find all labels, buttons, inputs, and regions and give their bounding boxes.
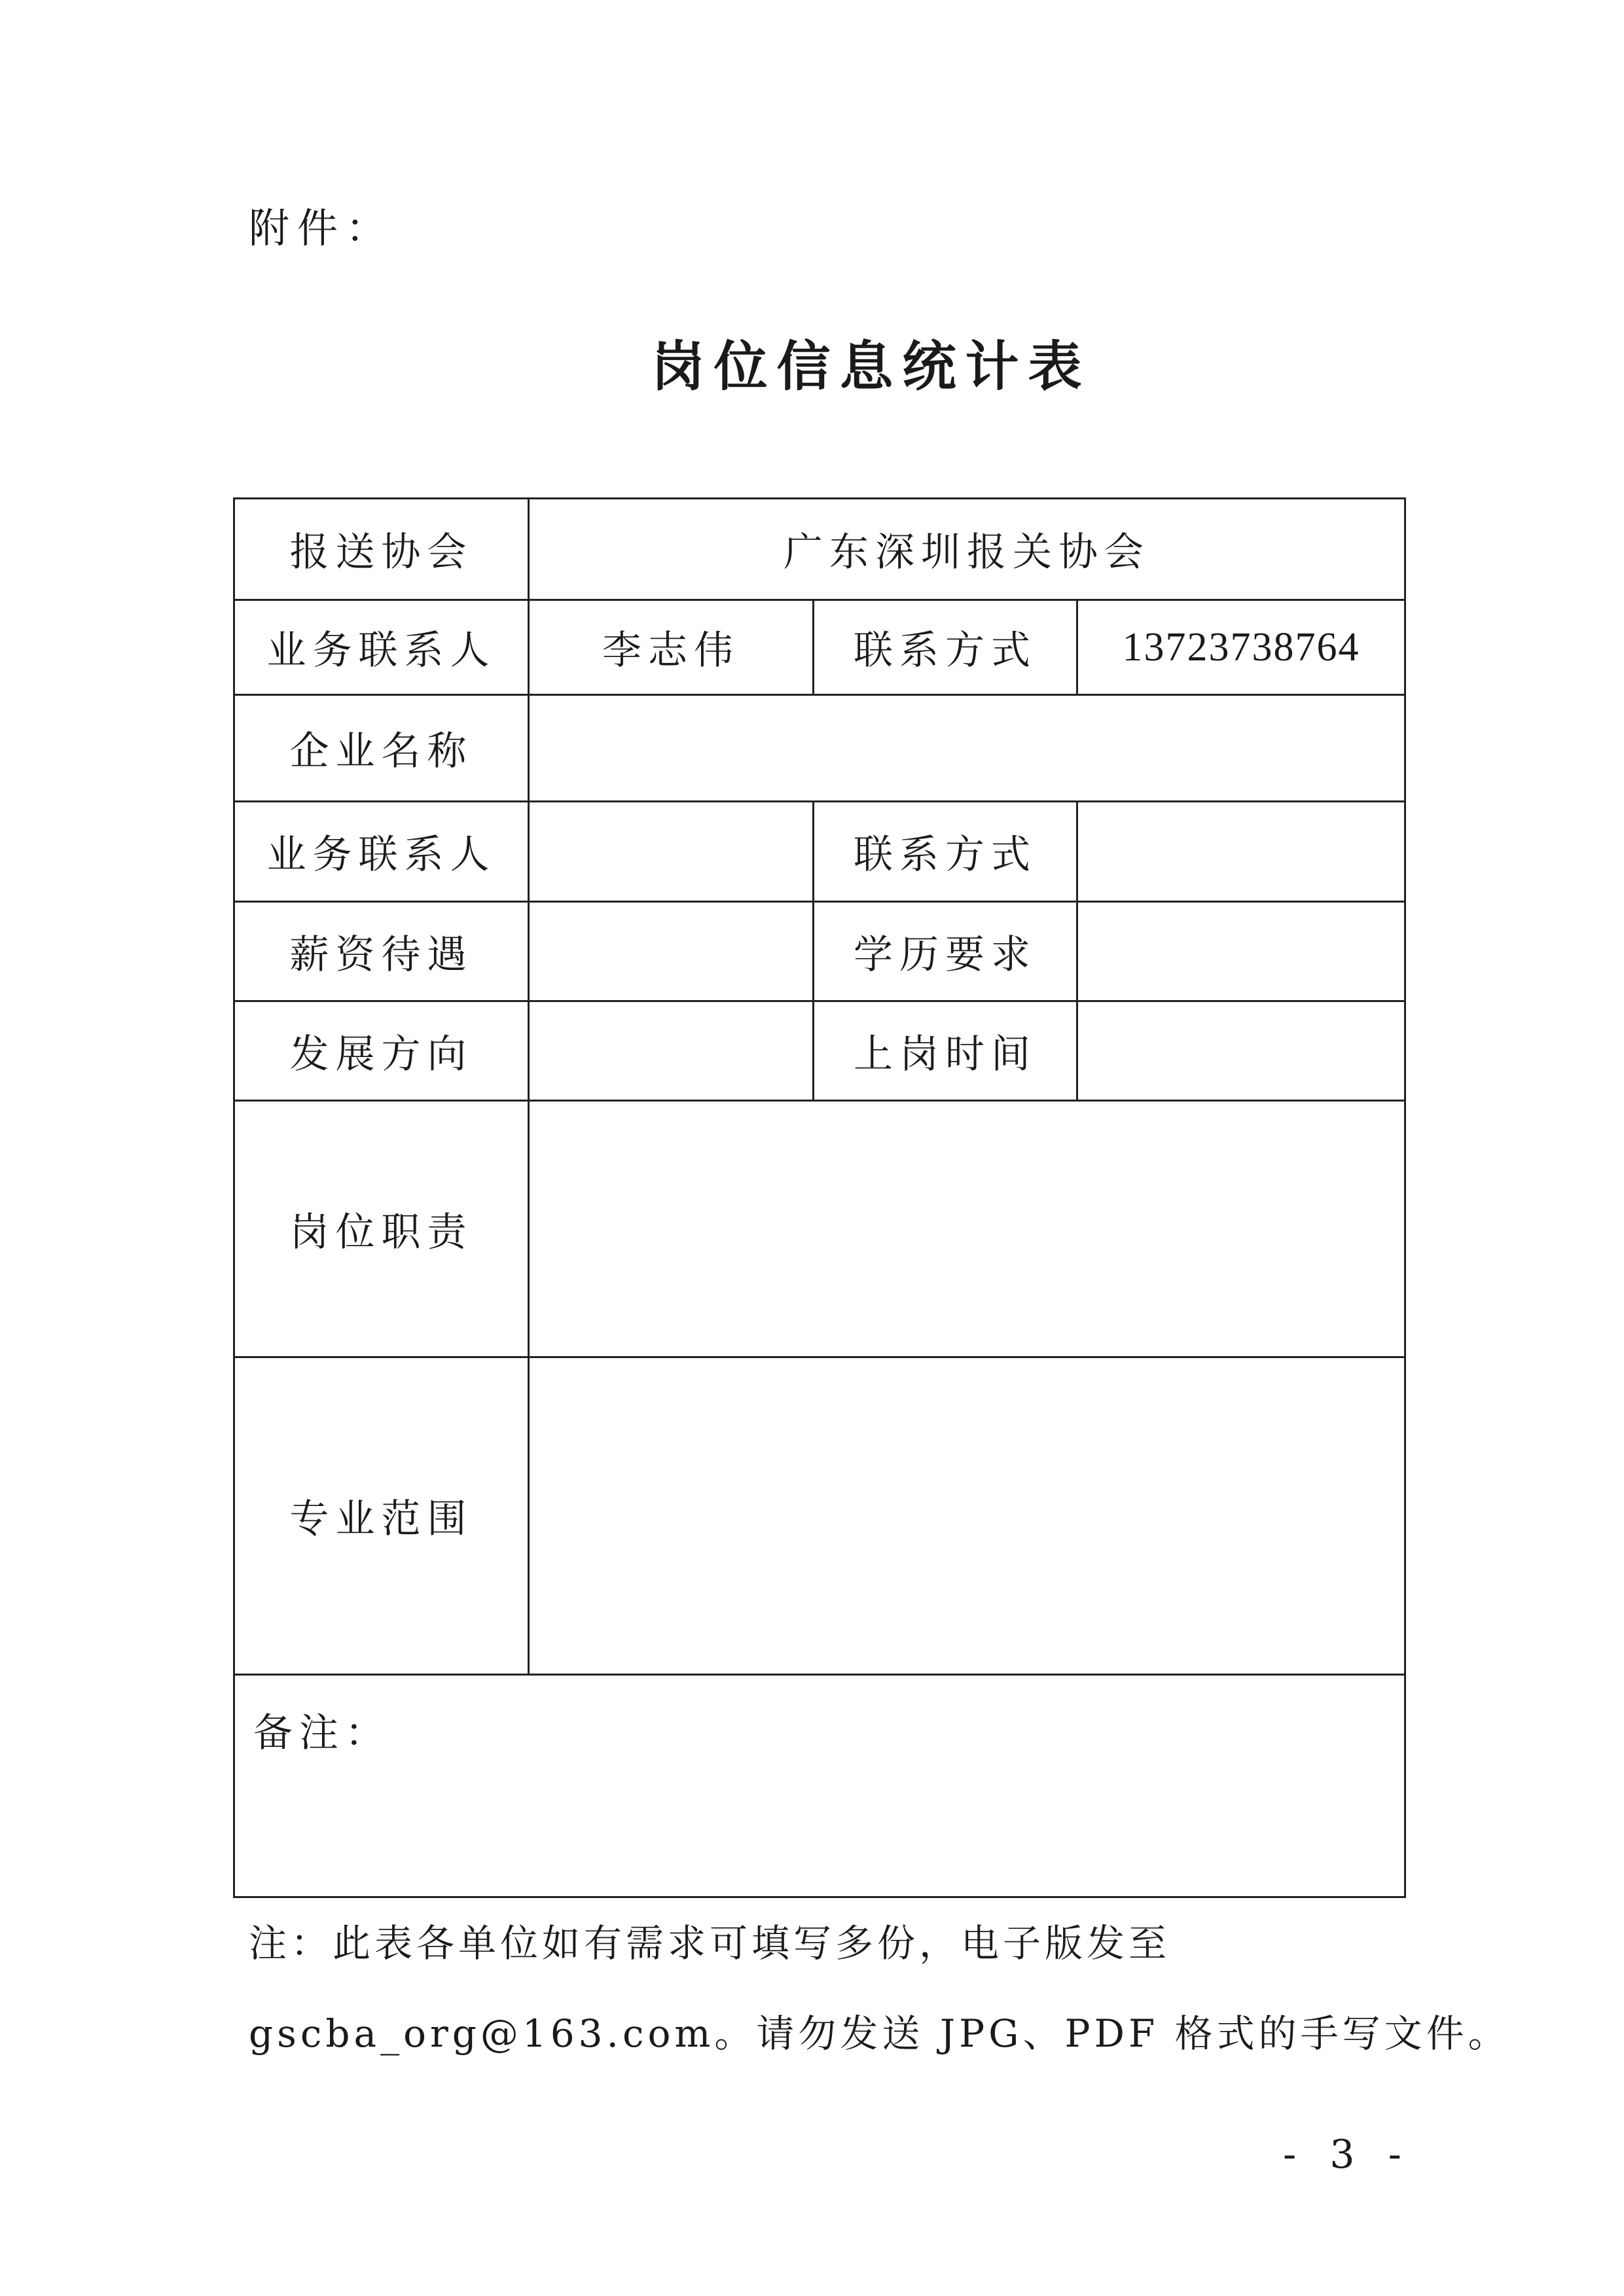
company-phone-label: 联系方式 [814,802,1077,902]
education-field[interactable] [1077,902,1405,1001]
salary-label: 薪资待遇 [234,902,529,1001]
company-name-field[interactable] [529,695,1405,802]
duties-field[interactable] [529,1101,1405,1357]
remark-cell[interactable] [234,1675,1405,1897]
submit-assoc-value[interactable]: 广东深圳报关协会 [529,499,1405,600]
development-field[interactable] [529,1001,814,1101]
major-field[interactable] [529,1357,1405,1675]
salary-field[interactable] [529,902,814,1001]
note-line-2: gscba_org@163.com。请勿发送 JPG、PDF 格式的手写文件。 [249,2011,1510,2056]
note-line-1: 注：此表各单位如有需求可填写多份，电子版发至 [249,1921,1171,1965]
duties-label: 岗位职责 [234,1101,529,1357]
page-title: 岗位信息统计表 [651,336,1091,398]
start-time-field[interactable] [1077,1001,1405,1101]
company-contact-label: 业务联系人 [234,802,529,902]
company-name-label: 企业名称 [234,695,529,802]
assoc-contact-value[interactable]: 李志伟 [529,600,814,695]
company-phone-field[interactable] [1077,802,1405,902]
submit-assoc-label: 报送协会 [234,499,529,600]
education-label: 学历要求 [814,902,1077,1001]
position-info-form [233,497,1406,1898]
attachment-label: 附件： [249,204,395,252]
development-label: 发展方向 [234,1001,529,1101]
start-time-label: 上岗时间 [814,1001,1077,1101]
assoc-phone-label: 联系方式 [814,600,1077,695]
remark-label: 备注： [253,1710,391,1756]
assoc-phone-value[interactable]: 13723738764 [1077,600,1405,695]
page-number: - 3 - [1283,2132,1412,2178]
company-contact-field[interactable] [529,802,814,902]
assoc-contact-label: 业务联系人 [234,600,529,695]
major-label: 专业范围 [234,1357,529,1675]
